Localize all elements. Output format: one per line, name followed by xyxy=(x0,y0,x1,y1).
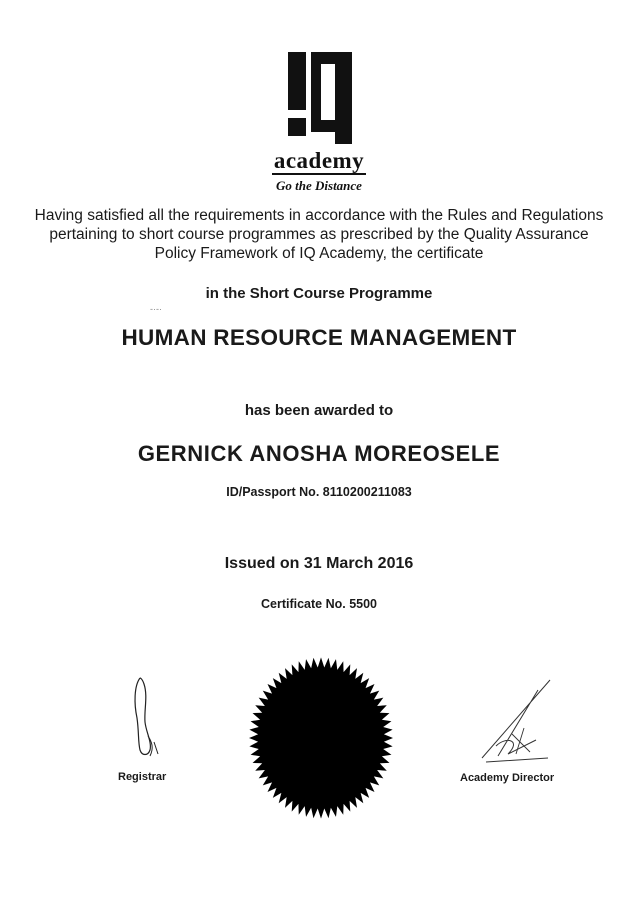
recipient-name: GERNICK ANOSHA MOREOSELE xyxy=(137,441,501,466)
logo-wordmark xyxy=(0,148,638,174)
academy-director-label: Academy Director xyxy=(460,772,555,784)
logo-tagline: Go the Distance xyxy=(276,178,362,193)
stray-mark: -·-· xyxy=(150,304,162,314)
intro-paragraph: Having satisfied all the requirements in accordance with the Rules and Regulations pertaining to short course programmes as prescribed by the Quality Assurance Policy Framework of IQ Academy, the certificate xyxy=(34,207,604,262)
registrar-signature xyxy=(128,676,168,760)
course-title: HUMAN RESOURCE MANAGEMENT xyxy=(121,325,517,350)
embossed-seal-icon xyxy=(249,655,393,821)
director-signature xyxy=(478,676,560,768)
id-passport-line: ID/Passport No. 8110200211083 xyxy=(226,485,412,499)
seal-body xyxy=(249,657,393,818)
certificate-number-line: Certificate No. 5500 xyxy=(260,597,378,611)
issued-date-line: Issued on 31 March 2016 xyxy=(224,555,414,572)
iq-logo-icon xyxy=(285,52,355,144)
programme-line: in the Short Course Programme xyxy=(205,285,433,302)
logo-word-text: academy xyxy=(273,148,365,173)
registrar-label: Registrar xyxy=(118,771,167,783)
awarded-line: has been awarded to xyxy=(244,402,394,419)
